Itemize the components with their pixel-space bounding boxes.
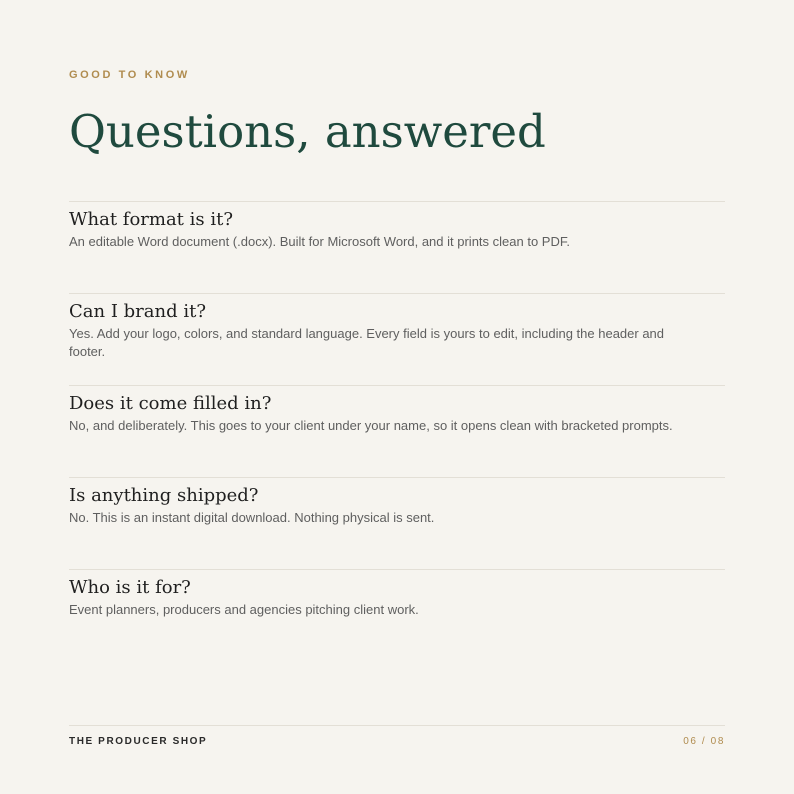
page-indicator: 06 / 08	[683, 736, 725, 747]
faq-question: Is anything shipped?	[69, 485, 259, 506]
faq-answer: No. This is an instant digital download. Nothing physical is sent.	[69, 510, 435, 525]
faq-list	[69, 201, 725, 661]
faq-answer: Yes. Add your logo, colors, and standard language. Every field is yours to edit, including the header and footer.	[69, 326, 665, 359]
eyebrow-label: GOOD TO KNOW	[69, 69, 190, 81]
footer-brand: THE PRODUCER SHOP	[69, 736, 208, 747]
faq-page	[69, 0, 725, 794]
faq-answer: An editable Word document (.docx). Built for Microsoft Word, and it prints clean to PDF.	[69, 234, 570, 249]
faq-item-filled-in	[69, 385, 725, 477]
faq-item-audience	[69, 569, 725, 661]
page-footer	[69, 725, 725, 747]
page-title: Questions, answered	[69, 105, 546, 158]
faq-answer: No, and deliberately. This goes to your client under your name, so it opens clean with bracketed prompts.	[69, 418, 673, 433]
faq-question: Who is it for?	[69, 577, 191, 598]
faq-question: Does it come filled in?	[69, 393, 272, 414]
faq-item-branding	[69, 293, 725, 385]
faq-answer: Event planners, producers and agencies pitching client work.	[69, 602, 419, 617]
faq-question: What format is it?	[69, 209, 233, 230]
faq-item-format	[69, 201, 725, 293]
faq-question: Can I brand it?	[69, 301, 206, 322]
faq-item-shipping	[69, 477, 725, 569]
